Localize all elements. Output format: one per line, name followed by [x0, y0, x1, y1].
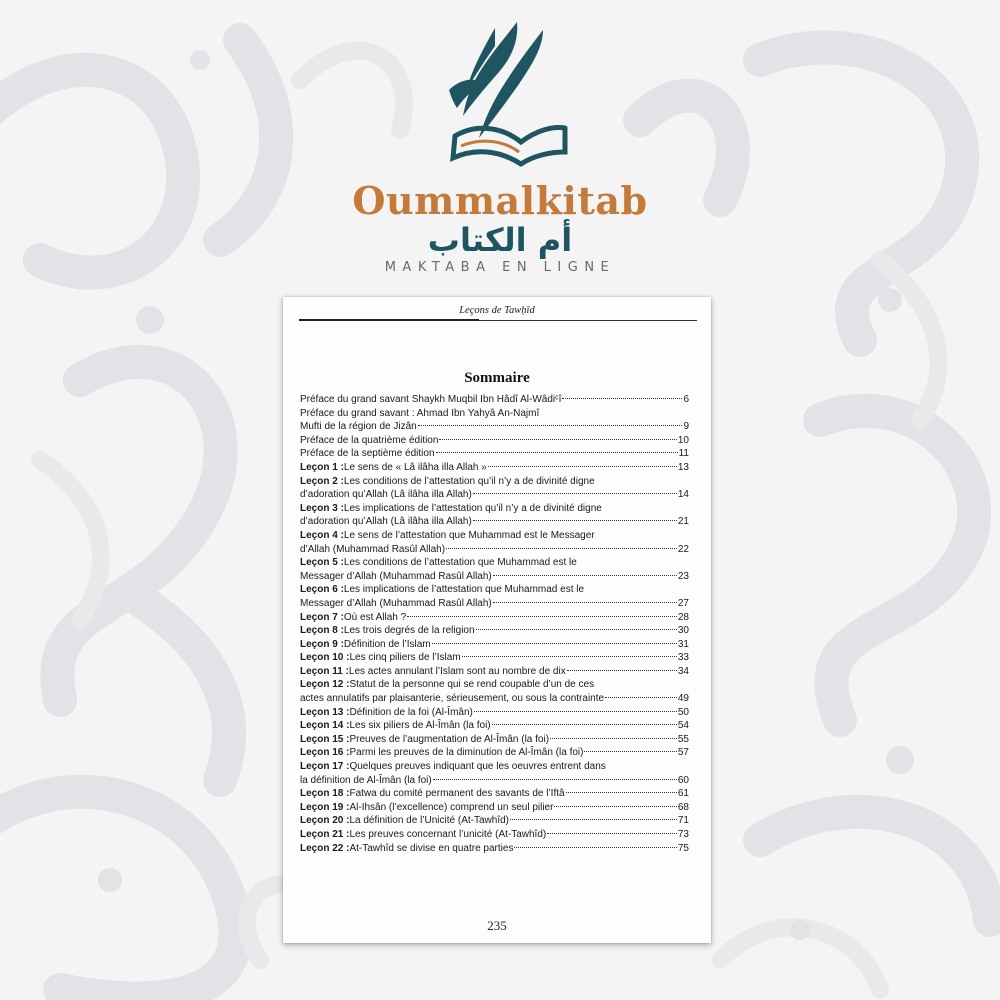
toc-entry-title: Les actes annulant l’Islam sont au nombre de dix — [348, 665, 566, 677]
toc-entry-line — [300, 488, 689, 502]
toc-entry-line — [300, 706, 689, 720]
toc-lesson-label: Leçon 8 : — [300, 625, 344, 637]
dot-leader — [566, 791, 677, 793]
toc-entry-line — [300, 570, 689, 584]
toc-entry-title: Messager d’Allah (Muhammad Rasûl Allah) — [300, 570, 492, 582]
toc-title: Sommaire — [464, 370, 530, 386]
toc-entry — [300, 461, 689, 475]
toc-entry-line — [300, 529, 689, 543]
toc-entry-title: Statut de la personne qui se rend coupable d’un de ces — [349, 679, 595, 691]
brand-arabic-name: أم الكتاب — [427, 221, 573, 259]
toc-entry-line — [300, 828, 689, 842]
toc-page-number: 10 — [677, 434, 689, 446]
toc-entry-line — [300, 651, 689, 665]
toc-page-number: 61 — [677, 788, 689, 800]
toc-entry-title: Où est Allah ? — [343, 611, 407, 623]
toc-page-number: 55 — [677, 733, 689, 745]
dot-leader — [473, 492, 677, 494]
dot-leader — [433, 778, 677, 780]
toc-lesson-label: Leçon 13 : — [300, 706, 350, 718]
toc-entry — [300, 828, 689, 842]
toc-page-number: 28 — [677, 611, 689, 623]
toc-entry-title: Le sens de « Lâ ilâha illa Allah » — [343, 461, 487, 473]
toc-lesson-label: Leçon 10 : — [300, 652, 350, 664]
toc-page-number: 68 — [677, 801, 689, 813]
toc-entry-title: Préface de la quatrième édition — [300, 434, 439, 446]
toc-lesson-label: Leçon 14 : — [300, 720, 350, 732]
toc-lesson-label: Leçon 2 : — [300, 475, 344, 487]
toc-entry-line — [300, 787, 689, 801]
dot-leader — [473, 519, 677, 521]
toc-lesson-label: Leçon 19 : — [300, 801, 350, 813]
dot-leader — [407, 615, 677, 617]
dot-leader — [446, 547, 677, 549]
dot-leader — [462, 655, 677, 657]
toc-entry — [300, 665, 689, 679]
dot-leader — [493, 601, 677, 603]
brand-logo — [0, 0, 1000, 285]
toc-entry-title: Définition de la foi (Al-Îmân) — [349, 706, 473, 718]
toc-lesson-label: Leçon 9 : — [300, 638, 344, 650]
toc-page-number: 30 — [677, 625, 689, 637]
toc-page-number: 6 — [683, 394, 689, 405]
toc-entry-title: Les conditions de l’attestation que Muhammad est le — [343, 557, 577, 569]
dot-leader — [432, 642, 677, 644]
header-rule-accent — [299, 319, 479, 321]
toc-entry-line — [300, 611, 689, 625]
toc-entry — [300, 733, 689, 747]
toc-page-number: 14 — [677, 489, 689, 501]
toc-entry — [300, 502, 689, 529]
dot-leader — [439, 438, 676, 440]
toc-lesson-label: Leçon 6 : — [300, 584, 344, 596]
toc-page-number: 27 — [677, 597, 689, 609]
dot-leader — [476, 628, 677, 630]
table-of-contents — [300, 393, 689, 855]
toc-entry-title: Messager d’Allah (Muhammad Rasûl Allah) — [300, 597, 492, 609]
toc-entry-line — [300, 733, 689, 747]
page-number: 235 — [487, 918, 507, 933]
toc-entry-line — [300, 556, 689, 570]
toc-entry — [300, 475, 689, 502]
toc-entry — [300, 678, 689, 705]
toc-entry — [300, 624, 689, 638]
brand-tagline: MAKTABA EN LIGNE — [384, 260, 616, 275]
toc-entry-line — [300, 461, 689, 475]
toc-entry-title: La définition de l’Unicité (At-Tawhîd) — [349, 815, 509, 827]
toc-page-number: 11 — [678, 448, 689, 460]
toc-entry-title: At-Tawhîd se divise en quatre parties — [349, 842, 514, 854]
dot-leader — [567, 669, 677, 671]
toc-entry — [300, 393, 689, 407]
toc-entry-title: Les six piliers de Al-Îmân (la foi) — [349, 720, 491, 732]
dot-leader — [493, 574, 677, 576]
dot-leader — [562, 397, 682, 399]
toc-entry — [300, 556, 689, 583]
toc-entry — [300, 801, 689, 815]
toc-entry-line — [300, 447, 689, 461]
toc-entry-title: d’adoration qu’Allah (Lâ ilâha illa Allah) — [300, 516, 472, 528]
toc-entry — [300, 434, 689, 448]
toc-page-number: 33 — [677, 652, 689, 664]
dot-leader — [547, 832, 677, 834]
toc-lesson-label: Leçon 11 : — [300, 665, 349, 677]
toc-entry — [300, 611, 689, 625]
toc-entry-line — [300, 746, 689, 760]
toc-page-number: 31 — [677, 638, 689, 650]
toc-entry-title: Les cinq piliers de l’Islam — [349, 652, 461, 664]
toc-entry — [300, 638, 689, 652]
dot-leader — [554, 805, 676, 807]
dot-leader — [550, 737, 677, 739]
dot-leader — [474, 710, 677, 712]
toc-entry — [300, 814, 689, 828]
dot-leader — [492, 723, 677, 725]
toc-entry-title: Les preuves concernant l’unicité (At-Tawhîd) — [349, 829, 547, 840]
toc-lesson-label: Leçon 18 : — [300, 788, 350, 800]
toc-entry-title: Préface du grand savant Shaykh Muqbil Ibn Hâdî Al-Wâdiᶜî — [300, 394, 562, 405]
toc-page-number: 71 — [677, 815, 689, 827]
toc-entry — [300, 583, 689, 610]
toc-entry-title: Parmi les preuves de la diminution de Al-Îmân (la foi) — [349, 747, 584, 759]
toc-entry-line — [300, 774, 689, 788]
toc-entry-title: Les trois degrés de la religion — [343, 625, 475, 637]
toc-entry-line — [300, 719, 689, 733]
toc-lesson-label: Leçon 21 : — [300, 829, 350, 840]
toc-page-number: 54 — [677, 720, 689, 732]
running-head: Leçons de Tawḥīd — [459, 305, 535, 316]
toc-entry-line — [300, 760, 689, 774]
toc-entry-title: la définition de Al-Îmân (la foi) — [300, 774, 432, 786]
toc-page-number: 34 — [677, 665, 689, 677]
toc-entry-title: Définition de l’Islam — [343, 638, 431, 650]
toc-page-number: 57 — [677, 747, 689, 759]
toc-lesson-label: Leçon 16 : — [300, 747, 350, 759]
toc-page-number: 13 — [677, 461, 689, 473]
book-page — [283, 297, 711, 943]
toc-entry-line — [300, 638, 689, 652]
toc-page-number: 49 — [677, 693, 689, 705]
toc-lesson-label: Leçon 7 : — [300, 611, 344, 623]
toc-lesson-label: Leçon 17 : — [300, 761, 350, 773]
toc-entry — [300, 842, 689, 856]
toc-entry-line — [300, 583, 689, 597]
toc-entry-title: Le sens de l’attestation que Muhammad est le Messager — [343, 529, 595, 541]
toc-entry-line — [300, 515, 689, 529]
toc-entry-title: Fatwa du comité permanent des savants de l’Iftâ — [349, 788, 565, 800]
toc-entry-line — [300, 407, 689, 421]
brand-name: Oummalkitab — [352, 178, 648, 223]
toc-entry-title: Mufti de la région de Jizân — [300, 421, 417, 433]
toc-lesson-label: Leçon 4 : — [300, 529, 344, 541]
dot-leader — [510, 818, 677, 820]
book-quill-icon — [425, 18, 575, 178]
toc-entry-line — [300, 801, 689, 815]
toc-entry — [300, 746, 689, 760]
toc-page-number: 60 — [677, 774, 689, 786]
toc-entry-title: Préface du grand savant : Ahmad Ibn Yahyâ An-Najmî — [300, 407, 540, 419]
toc-lesson-label: Leçon 15 : — [300, 733, 350, 745]
dot-leader — [584, 750, 676, 752]
dot-leader — [418, 424, 683, 426]
toc-entry — [300, 787, 689, 801]
toc-entry-title: d’Allah (Muhammad Rasûl Allah) — [300, 543, 446, 555]
toc-page-number: 75 — [677, 842, 689, 854]
toc-page-number: 9 — [683, 421, 689, 433]
toc-entry-title: Quelques preuves indiquant que les oeuvres entrent dans — [349, 761, 606, 773]
toc-entry-line — [300, 475, 689, 489]
toc-lesson-label: Leçon 12 : — [300, 679, 350, 691]
dot-leader — [514, 846, 676, 848]
dot-leader — [488, 465, 677, 467]
dot-leader — [605, 696, 677, 698]
toc-entry-title: Préface de la septième édition — [300, 448, 435, 460]
toc-entry-line — [300, 814, 689, 828]
toc-page-number: 22 — [677, 543, 689, 555]
toc-entry — [300, 760, 689, 787]
toc-entry-line — [300, 665, 689, 679]
toc-entry — [300, 706, 689, 720]
toc-page-number: 73 — [677, 829, 689, 840]
toc-entry-title: Preuves de l’augmentation de Al-Îmân (la foi) — [349, 733, 550, 745]
toc-entry-title: d’adoration qu’Allah (Lâ ilâha illa Allah) — [300, 489, 472, 501]
toc-page-number: 50 — [677, 706, 689, 718]
toc-entry-title: actes annulatifs par plaisanterie, sérieusement, ou sous la contrainte — [300, 693, 605, 705]
toc-entry-title: Les implications de l’attestation qu’il n’y a de divinité digne — [343, 502, 602, 514]
toc-entry-title: Al-Ihsân (l’excellence) comprend un seul pilier — [349, 801, 554, 813]
toc-lesson-label: Leçon 20 : — [300, 815, 350, 827]
toc-entry-line — [300, 434, 689, 448]
toc-entry-line — [300, 393, 689, 407]
toc-lesson-label: Leçon 3 : — [300, 502, 344, 514]
toc-entry-line — [300, 420, 689, 434]
toc-page-number: 21 — [677, 516, 689, 528]
toc-entry-line — [300, 543, 689, 557]
toc-entry — [300, 719, 689, 733]
toc-entry-title: Les implications de l’attestation que Muhammad est le — [343, 584, 585, 596]
toc-entry-line — [300, 842, 689, 856]
toc-entry-line — [300, 678, 689, 692]
toc-entry-line — [300, 597, 689, 611]
toc-page-number: 23 — [677, 570, 689, 582]
toc-lesson-label: Leçon 5 : — [300, 557, 344, 569]
toc-entry-line — [300, 692, 689, 706]
toc-entry — [300, 407, 689, 434]
toc-entry-line — [300, 624, 689, 638]
toc-lesson-label: Leçon 1 : — [300, 461, 344, 473]
toc-entry — [300, 447, 689, 461]
toc-entry — [300, 651, 689, 665]
dot-leader — [436, 451, 678, 453]
toc-entry — [300, 529, 689, 556]
toc-lesson-label: Leçon 22 : — [300, 842, 350, 854]
toc-entry-title: Les conditions de l’attestation qu’il n’y a de divinité digne — [343, 475, 595, 487]
toc-entry-line — [300, 502, 689, 516]
